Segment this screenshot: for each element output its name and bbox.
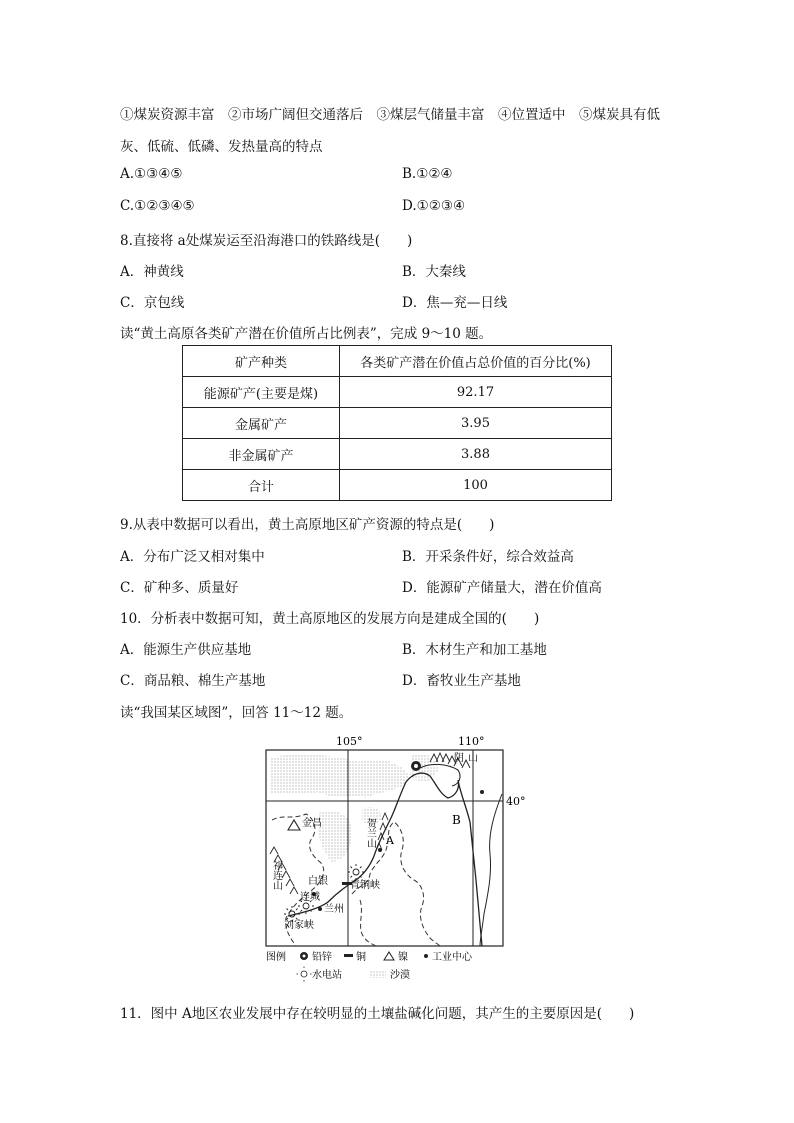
q10-option-c: C．商品粮、棉生产基地 (120, 673, 266, 689)
industry-center-icon (480, 790, 484, 794)
q9-option-c: C．矿种多、质量好 (120, 580, 239, 596)
q10-option-a: A．能源生产供应基地 (120, 642, 252, 658)
yinshan-label: 阴山 (454, 753, 482, 764)
lat-label-40: 40° (506, 795, 526, 808)
yellow-river (288, 773, 482, 946)
q10-option-b: B．木材生产和加工基地 (402, 642, 547, 658)
table-cell: 金属矿产 (183, 408, 340, 439)
table-header: 矿产种类 (183, 346, 340, 377)
q9-option-a: A．分布广泛又相对集中 (120, 549, 265, 565)
table-cell: 非金属矿产 (183, 439, 340, 470)
liujiaxia-label: 刘家峡 (284, 920, 314, 931)
table-header: 各类矿产潜在价值占总价值的百分比(%) (340, 346, 612, 377)
industry-center-icon (318, 907, 322, 911)
nickel-icon (288, 820, 300, 830)
q7-option-a: A.①③④⑤ (120, 166, 183, 182)
q9-option-d: D．能源矿产储量大，潜在价值高 (402, 580, 602, 596)
q7-stem-line2: 灰、低硫、低磷、发热量高的特点 (120, 139, 323, 155)
table-cell: 合计 (183, 470, 340, 501)
area-a-label: A (386, 834, 394, 847)
legend-nickel: 镍 (398, 952, 408, 963)
helan-label: 贺兰山 (364, 818, 376, 848)
legend-lead-zinc: 铅锌 (312, 952, 332, 963)
region-map (262, 734, 527, 986)
table-row (183, 439, 612, 470)
table-cell: 100 (340, 470, 612, 501)
jinchang-label: 金昌 (302, 818, 322, 829)
q11-stem: 11．图中 A地区农业发展中存在较明显的土壤盐碱化问题，其产生的主要原因是( ) (120, 1006, 635, 1022)
q7-stem-line1: ①煤炭资源丰富 ②市场广阔但交通落后 ③煤层气储量丰富 ④位置适中 ⑤煤炭具有低 (120, 107, 660, 123)
table-cell: 3.95 (340, 408, 612, 439)
industry-center-icon (378, 848, 382, 852)
q8-option-a: A．神黄线 (120, 264, 184, 280)
desert-region (318, 810, 353, 862)
legend-hydro: 水电站 (312, 970, 342, 981)
qingtongxia-label: 青铜峡 (350, 880, 380, 891)
area-b-label: B (452, 813, 461, 827)
q7-option-d: D.①②③④ (402, 198, 466, 214)
table-row (183, 377, 612, 408)
q10-option-d: D．畜牧业生产基地 (402, 673, 521, 689)
mineral-table (182, 345, 612, 501)
map-legend (266, 950, 473, 982)
map-intro: 读“我国某区域图”，回答 11～12 题。 (120, 705, 353, 721)
baiyin-label: 白银 (308, 876, 328, 887)
q7-option-c: C.①②③④⑤ (120, 198, 195, 214)
lanzhou-label: 兰州 (324, 904, 344, 915)
q7-option-b: B.①②④ (402, 166, 453, 182)
desert-region (270, 755, 410, 798)
q8-option-b: B．大秦线 (402, 264, 466, 280)
legend-industry: 工业中心 (432, 952, 472, 963)
q10-stem: 10．分析表中数据可知，黄土高原地区的发展方向是建成全国的( ) (120, 611, 540, 627)
hydropower-icon (348, 864, 364, 880)
legend-copper: 铜 (356, 952, 366, 963)
q8-option-d: D．焦—兖—日线 (402, 295, 508, 311)
liancheng-label: 连城 (300, 892, 320, 903)
q8-stem: 8.直接将 a处煤炭运至沿海港口的铁路线是( ) (120, 233, 413, 249)
lon-label-105: 105° (336, 735, 363, 748)
q9-option-b: B．开采条件好，综合效益高 (402, 549, 574, 565)
table-cell: 3.88 (340, 439, 612, 470)
qilian-label: 祁连山 (270, 860, 282, 890)
table-intro: 读“黄土高原各类矿产潜在价值所占比例表”，完成 9～10 题。 (120, 326, 493, 342)
table-cell: 能源矿产(主要是煤) (183, 377, 340, 408)
table-cell: 92.17 (340, 377, 612, 408)
table-row (183, 408, 612, 439)
q9-stem: 9.从表中数据可以看出，黄土高原地区矿产资源的特点是( ) (120, 517, 495, 533)
table-row (183, 470, 612, 501)
lon-label-110: 110° (458, 735, 485, 748)
legend-desert: 沙漠 (390, 970, 410, 981)
table-header-row (183, 346, 612, 377)
legend-title: 图例 (266, 952, 286, 963)
q8-option-c: C．京包线 (120, 295, 185, 311)
